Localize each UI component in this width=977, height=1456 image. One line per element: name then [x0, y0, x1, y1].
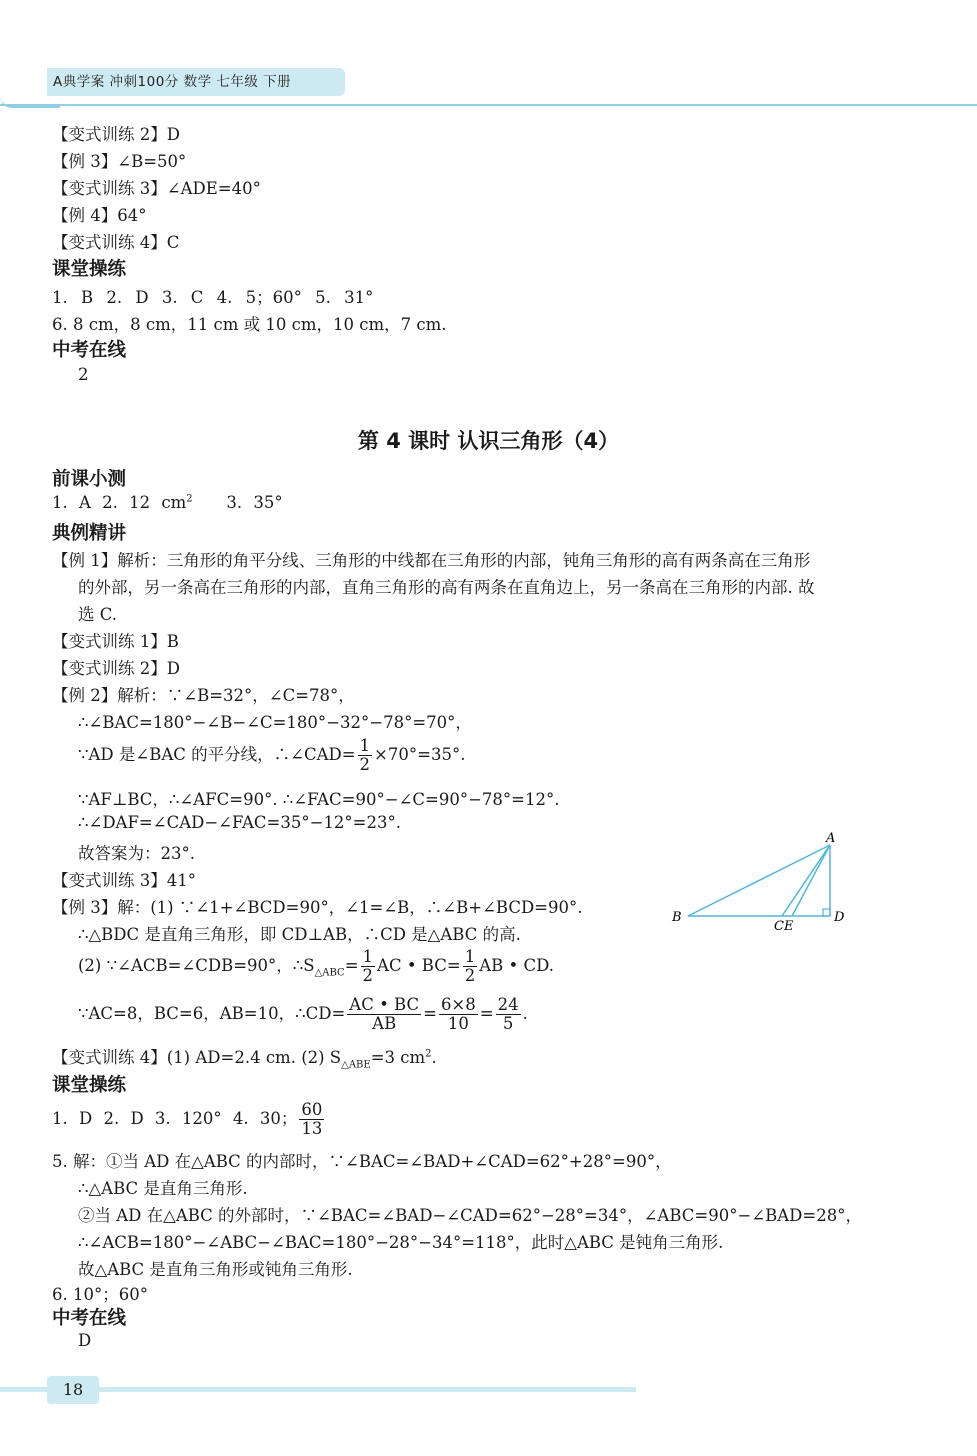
- numerator: AC • BC: [349, 995, 420, 1014]
- eq-text: ×70°=35°.: [374, 745, 466, 764]
- section-heading: 典例精讲: [52, 523, 127, 544]
- eq-text: ∵AD 是∠BAC 的平分线，∴∠CAD=: [78, 745, 356, 764]
- denominator: 5: [502, 1014, 514, 1033]
- section-heading: 课堂操练: [52, 259, 127, 280]
- denominator: AB: [372, 1014, 397, 1033]
- example-line: 【例 2】解析：∵∠B=32°，∠C=78°，: [52, 686, 355, 705]
- practice-line: ∴∠ACB=180°−∠ABC−∠BAC=180°−28°−34°=118°，此时△ABC 是钝角三角形.: [78, 1233, 724, 1252]
- label-a: A: [826, 831, 836, 846]
- example-line: ∴∠BAC=180°−∠B−∠C=180°−32°−78°=70°，: [78, 713, 472, 732]
- answer-line: 【变式训练 3】∠ADE=40°: [52, 179, 261, 198]
- eq-text: =: [479, 1004, 494, 1023]
- eq-text: 1. D 2. D 3. 120° 4. 30；: [52, 1109, 298, 1128]
- eq-text: =: [344, 956, 359, 975]
- section-heading: 中考在线: [52, 340, 127, 361]
- eq-text: 【变式训练 4】(1) AD=2.4 cm. (2) S: [52, 1048, 342, 1067]
- denominator: 2: [362, 966, 374, 985]
- example-line: 【例 3】解：(1) ∵∠1+∠BCD=90°，∠1=∠B，∴∠B+∠BCD=90°.: [52, 898, 583, 917]
- segment-ae: [792, 845, 830, 916]
- answer-line: 【变式训练 2】D: [52, 125, 180, 144]
- numerator: 24: [497, 995, 519, 1014]
- example-line: 【变式训练 3】41°: [52, 871, 196, 890]
- answer-line: 6. 8 cm，8 cm，11 cm 或 10 cm，10 cm，7 cm.: [52, 315, 447, 334]
- subscript: △ABC: [314, 967, 345, 979]
- section-heading: 前课小测: [52, 469, 127, 490]
- label-d: D: [834, 910, 845, 925]
- denominator: 10: [447, 1014, 469, 1033]
- answer-line: [52, 493, 283, 512]
- lesson-title: 第 4 课时 认识三角形（4）: [357, 429, 620, 453]
- eq-text: .: [431, 1048, 437, 1067]
- triangle-figure: [668, 828, 858, 938]
- practice-line: 故△ABC 是直角三角形或钝角三角形.: [78, 1260, 353, 1279]
- exam-answer: D: [78, 1331, 92, 1350]
- fraction: [361, 948, 376, 985]
- fraction: [347, 996, 421, 1033]
- example-line: [78, 948, 554, 985]
- eq-text: AC • BC=: [377, 956, 461, 975]
- fraction: [358, 737, 373, 774]
- example-line: 选 C.: [78, 605, 118, 624]
- label-b: B: [672, 910, 682, 925]
- eq-text: (2) ∵∠ACB=∠CDB=90°，∴S: [78, 956, 315, 975]
- eq-text: AB • CD.: [479, 956, 554, 975]
- pre-tail: 3. 35°: [226, 493, 283, 512]
- numerator: 1: [359, 736, 371, 755]
- numerator: 1: [362, 947, 374, 966]
- right-angle-mark: [823, 909, 830, 916]
- eq-text: =3 cm: [370, 1048, 426, 1067]
- label-ce: CE: [774, 919, 794, 934]
- practice-line: 6. 10°；60°: [52, 1285, 148, 1304]
- practice-line: [52, 1101, 326, 1138]
- section-heading: 中考在线: [52, 1308, 127, 1329]
- segment-ac: [782, 845, 830, 916]
- eq-text: ∵AC=8，BC=6，AB=10，∴CD=: [78, 1004, 346, 1023]
- fraction: [463, 948, 478, 985]
- header-curve: [0, 96, 60, 108]
- eq-text: =: [423, 1004, 437, 1023]
- practice-line: 5. 解：①当 AD 在△ABC 的内部时，∵∠BAC=∠BAD+∠CAD=62°+28°=90°，: [52, 1152, 672, 1171]
- answer-line: 【例 4】64°: [52, 206, 147, 225]
- denominator: 2: [359, 755, 371, 774]
- example-line: 的外部，另一条高在三角形的内部，直角三角形的高有两条在直角边上，另一条高在三角形的内部. 故: [78, 578, 815, 597]
- numerator: 6×8: [440, 995, 476, 1014]
- numerator: 1: [464, 947, 476, 966]
- eq-text: .: [522, 1004, 528, 1023]
- example-line: ∵AF⊥BC，∴∠AFC=90°. ∴∠FAC=90°−∠C=90°−78°=12°.: [78, 790, 560, 809]
- answer-line: 【例 3】∠B=50°: [52, 152, 187, 171]
- example-line: 【变式训练 2】D: [52, 659, 180, 678]
- denominator: 2: [464, 966, 476, 985]
- fraction: [439, 996, 478, 1033]
- section-heading: 课堂操练: [52, 1075, 127, 1096]
- header-tag: A典学案 冲刺100分 数学 七年级 下册: [47, 68, 345, 96]
- answer-line: 1. B 2. D 3. C 4. 5；60° 5. 31°: [52, 288, 374, 307]
- example-line: 故答案为：23°.: [78, 844, 195, 863]
- fraction: [496, 996, 521, 1033]
- page-number: 18: [47, 1376, 99, 1404]
- subscript: △ABE: [341, 1059, 371, 1071]
- header-line: [0, 104, 977, 106]
- example-line: [78, 996, 528, 1033]
- fraction: [299, 1101, 324, 1138]
- example-line: ∴△BDC 是直角三角形，即 CD⊥AB，∴CD 是△ABC 的高.: [78, 925, 521, 944]
- superscript: 2: [186, 493, 193, 505]
- answer-line: 【变式训练 4】C: [52, 233, 180, 252]
- example-line: 【例 1】解析：三角形的角平分线、三角形的中线都在三角形的内部，钝角三角形的高有两条高在三角形: [52, 551, 811, 570]
- denominator: 13: [301, 1119, 323, 1138]
- answer-line: 2: [78, 365, 89, 384]
- example-line: [52, 1044, 437, 1070]
- numerator: 60: [301, 1100, 323, 1119]
- practice-line: ②当 AD 在△ABC 的外部时，∵∠BAC=∠BAD−∠CAD=62°−28°=34°，∠ABC=90°−∠BAD=28°，: [78, 1206, 862, 1225]
- superscript: 2: [425, 1048, 432, 1060]
- example-line: ∴∠DAF=∠CAD−∠FAC=35°−12°=23°.: [78, 813, 401, 832]
- example-line: [78, 737, 465, 774]
- practice-line: ∴△ABC 是直角三角形.: [78, 1179, 248, 1198]
- pre-text: 1. A 2. 12 cm: [52, 493, 187, 512]
- example-line: 【变式训练 1】B: [52, 632, 179, 651]
- side-ba: [688, 845, 830, 916]
